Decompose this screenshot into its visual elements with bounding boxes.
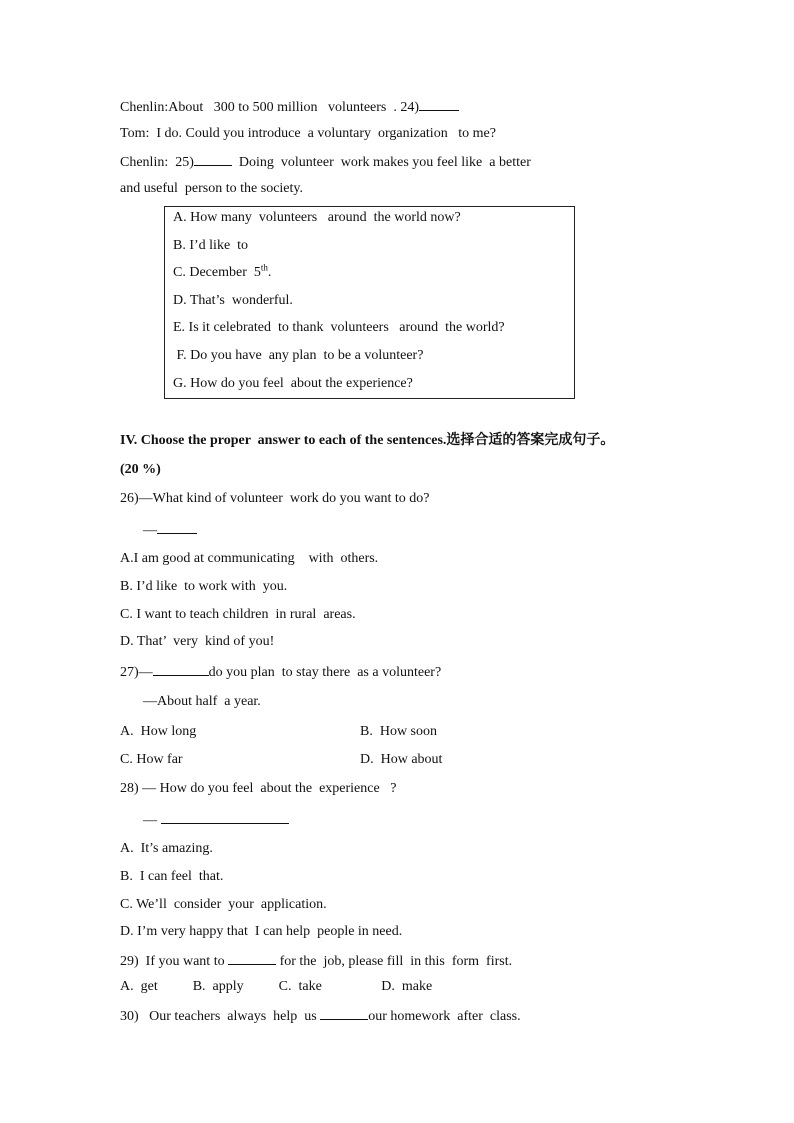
option-c <box>173 262 272 281</box>
section-heading-english: IV. Choose the proper answer to each of the sentences. <box>120 433 447 448</box>
question-27-option-d: D. How about <box>360 752 443 767</box>
option-c-tail: . <box>267 265 272 280</box>
question-28-option-c: C. We’ll consider your application. <box>120 897 327 912</box>
question-27-prefix: 27)— <box>120 665 153 680</box>
option-e: E. Is it celebrated to thank volunteers around the world? <box>173 320 505 335</box>
section-heading <box>120 432 614 449</box>
question-27-option-c: C. How far <box>120 752 183 767</box>
question-29-prefix: 29) If you want to <box>120 954 229 969</box>
section-score: (20 %) <box>120 462 161 477</box>
answer-blank-29[interactable] <box>228 952 276 965</box>
option-b: B. I’d like to <box>173 238 249 253</box>
dialogue-line-24 <box>120 98 459 116</box>
question-27-stem <box>120 663 441 681</box>
question-26-option-d: D. That’ very kind of you! <box>120 634 275 649</box>
question-26-dash: — <box>143 523 157 538</box>
question-26-option-a: A.I am good at communicating with others. <box>120 551 379 566</box>
question-27-answer: —About half a year. <box>143 694 261 709</box>
dialogue-line-25 <box>120 153 531 171</box>
question-27-suffix: do you plan to stay there as a volunteer? <box>208 665 442 680</box>
question-28-response <box>143 811 289 829</box>
answer-blank-30[interactable] <box>320 1007 368 1020</box>
options-box <box>164 206 575 399</box>
question-28-option-d: D. I’m very happy that I can help people in need. <box>120 924 403 939</box>
option-c-superscript: th <box>260 262 268 273</box>
question-29-suffix: for the job, please fill in this form first. <box>276 954 513 969</box>
dialogue-line-25-prefix: Chenlin: 25) <box>120 155 194 170</box>
question-26-option-c: C. I want to teach children in rural areas. <box>120 607 356 622</box>
dialogue-line-25-continued: and useful person to the society. <box>120 181 303 196</box>
question-28-stem: 28) — How do you feel about the experience ? <box>120 781 397 796</box>
option-d: D. That’s wonderful. <box>173 293 293 308</box>
section-heading-chinese: 选择合适的答案完成句子。 <box>446 432 615 448</box>
answer-blank-26[interactable] <box>157 521 197 534</box>
question-28-dash: — <box>143 813 161 828</box>
question-30-prefix: 30) Our teachers always help us <box>120 1009 321 1024</box>
question-28-option-a: A. It’s amazing. <box>120 841 213 856</box>
question-28-option-b: B. I can feel that. <box>120 869 224 884</box>
option-c-text: C. December 5 <box>173 265 261 280</box>
answer-blank-25[interactable] <box>194 153 232 166</box>
question-26-stem: 26)—What kind of volunteer work do you want to do? <box>120 491 430 506</box>
answer-blank-27[interactable] <box>153 663 209 676</box>
dialogue-line-25-suffix: Doing volunteer work makes you feel like a better <box>231 155 531 170</box>
dialogue-line-tom: Tom: I do. Could you introduce a voluntary organization to me? <box>120 126 496 141</box>
answer-blank-24[interactable] <box>419 98 459 111</box>
question-29-options: A. get B. apply C. take D. make <box>120 979 433 994</box>
answer-blank-28[interactable] <box>161 811 289 824</box>
question-26-response <box>143 521 197 539</box>
question-27-option-a: A. How long <box>120 724 197 739</box>
option-f: F. Do you have any plan to be a volunteer? <box>173 348 424 363</box>
question-29-stem <box>120 952 512 970</box>
option-g: G. How do you feel about the experience? <box>173 376 413 391</box>
question-30-suffix: our homework after class. <box>368 1009 521 1024</box>
dialogue-line-24-text: Chenlin:About 300 to 500 million volunteers . 24) <box>120 100 420 115</box>
question-27-option-b: B. How soon <box>360 724 438 739</box>
question-30-stem <box>120 1007 521 1025</box>
option-a: A. How many volunteers around the world now? <box>173 210 461 225</box>
question-26-option-b: B. I’d like to work with you. <box>120 579 288 594</box>
